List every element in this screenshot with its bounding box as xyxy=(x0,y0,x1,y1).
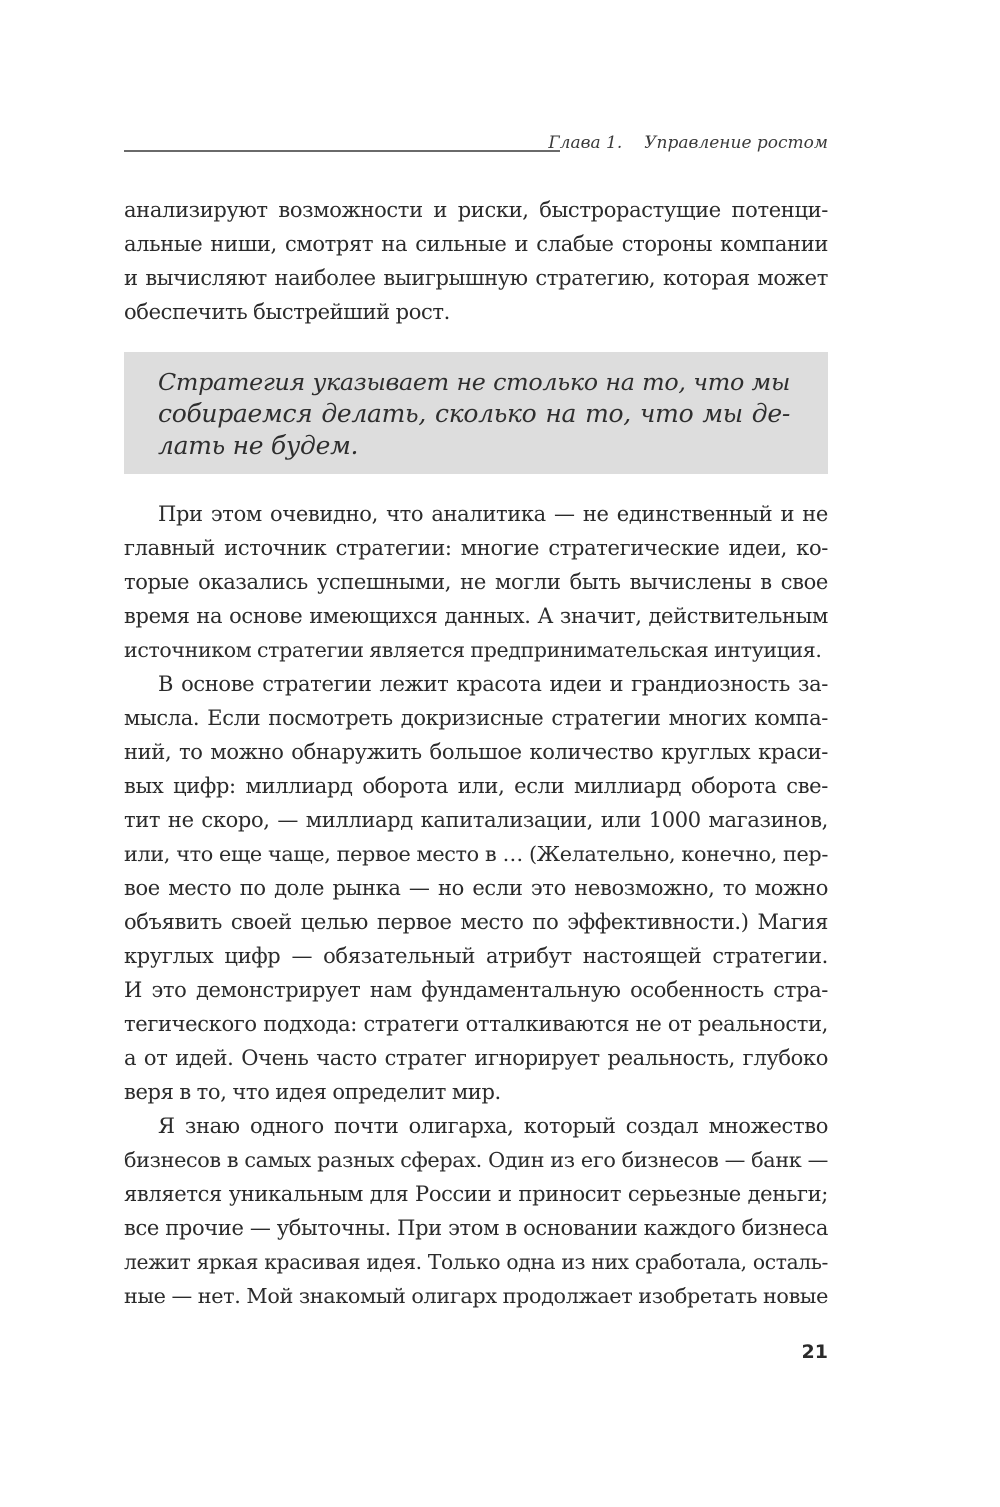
pull-quote xyxy=(124,352,828,474)
text-line: источником стратегии является предпринимательская интуиция. xyxy=(124,638,822,662)
chapter-heading xyxy=(548,133,828,153)
text-line: главный источник стратегии: многие стратегические идеи, ко- xyxy=(124,536,828,560)
text-line: торые оказались успешными, не могли быть вычислены в свое xyxy=(124,570,828,594)
text-line: все прочие — убыточны. При этом в основании каждого бизнеса xyxy=(124,1216,828,1240)
running-head xyxy=(124,131,828,161)
quote-line: Стратегия указывает не столько на то, что мы xyxy=(158,368,790,396)
header-rule xyxy=(124,150,560,152)
text-line: бизнесов в самых разных сферах. Один из его бизнесов — банк — xyxy=(124,1148,828,1172)
paragraph-3 xyxy=(124,667,828,1109)
paragraph-1 xyxy=(124,193,828,329)
paragraph-4 xyxy=(124,1109,828,1313)
quote-line: лать не будем. xyxy=(158,431,359,460)
text-line: и вычисляют наиболее выигрышную стратегию, которая может xyxy=(124,266,828,290)
text-line: лежит яркая красивая идея. Только одна из них сработала, осталь- xyxy=(124,1250,828,1274)
text-line: вых цифр: миллиард оборота или, если миллиард оборота све- xyxy=(124,774,828,798)
text-line: время на основе имеющихся данных. А значит, действительным xyxy=(124,604,828,628)
text-line: веря в то, что идея определит мир. xyxy=(124,1080,501,1104)
text-line: Я знаю одного почти олигарха, который создал множество xyxy=(158,1114,828,1138)
text-line: В основе стратегии лежит красота идеи и грандиозность за- xyxy=(158,672,828,696)
text-line: тит не скоро, — миллиард капитализации, или 1000 магазинов, xyxy=(124,808,828,832)
text-line: обеспечить быстрейший рост. xyxy=(124,300,450,324)
chapter-title: Управление ростом xyxy=(644,133,828,153)
pull-quote-text xyxy=(158,366,790,462)
text-line: При этом очевидно, что аналитика — не единственный и не xyxy=(158,502,828,526)
text-line: анализируют возможности и риски, быстрорастущие потенци- xyxy=(124,198,828,222)
text-line: мысла. Если посмотреть докризисные стратегии многих компа- xyxy=(124,706,828,730)
text-line: И это демонстрирует нам фундаментальную особенность стра- xyxy=(124,978,828,1002)
text-line: или, что еще чаще, первое место в … (Желательно, конечно, пер- xyxy=(124,842,828,866)
text-line: вое место по доле рынка — но если это невозможно, то можно xyxy=(124,876,828,900)
text-line: круглых цифр — обязательный атрибут настоящей стратегии. xyxy=(124,944,828,968)
quote-line: собираемся делать, сколько на то, что мы де- xyxy=(158,399,790,428)
text-line: тегического подхода: стратеги отталкиваются не от реальности, xyxy=(124,1012,828,1036)
text-line: ний, то можно обнаружить большое количество круглых краси- xyxy=(124,740,828,764)
text-line: ные — нет. Мой знакомый олигарх продолжает изобретать новые xyxy=(124,1284,828,1308)
text-line: объявить своей целью первое место по эффективности.) Магия xyxy=(124,910,828,934)
chapter-number: Глава 1. xyxy=(548,133,623,153)
text-line: является уникальным для России и приносит серьезные деньги; xyxy=(124,1182,828,1206)
page-number: 21 xyxy=(801,1341,828,1363)
paragraph-2 xyxy=(124,497,828,667)
text-line: а от идей. Очень часто стратег игнорирует реальность, глубоко xyxy=(124,1046,828,1070)
text-line: альные ниши, смотрят на сильные и слабые стороны компании xyxy=(124,232,828,256)
